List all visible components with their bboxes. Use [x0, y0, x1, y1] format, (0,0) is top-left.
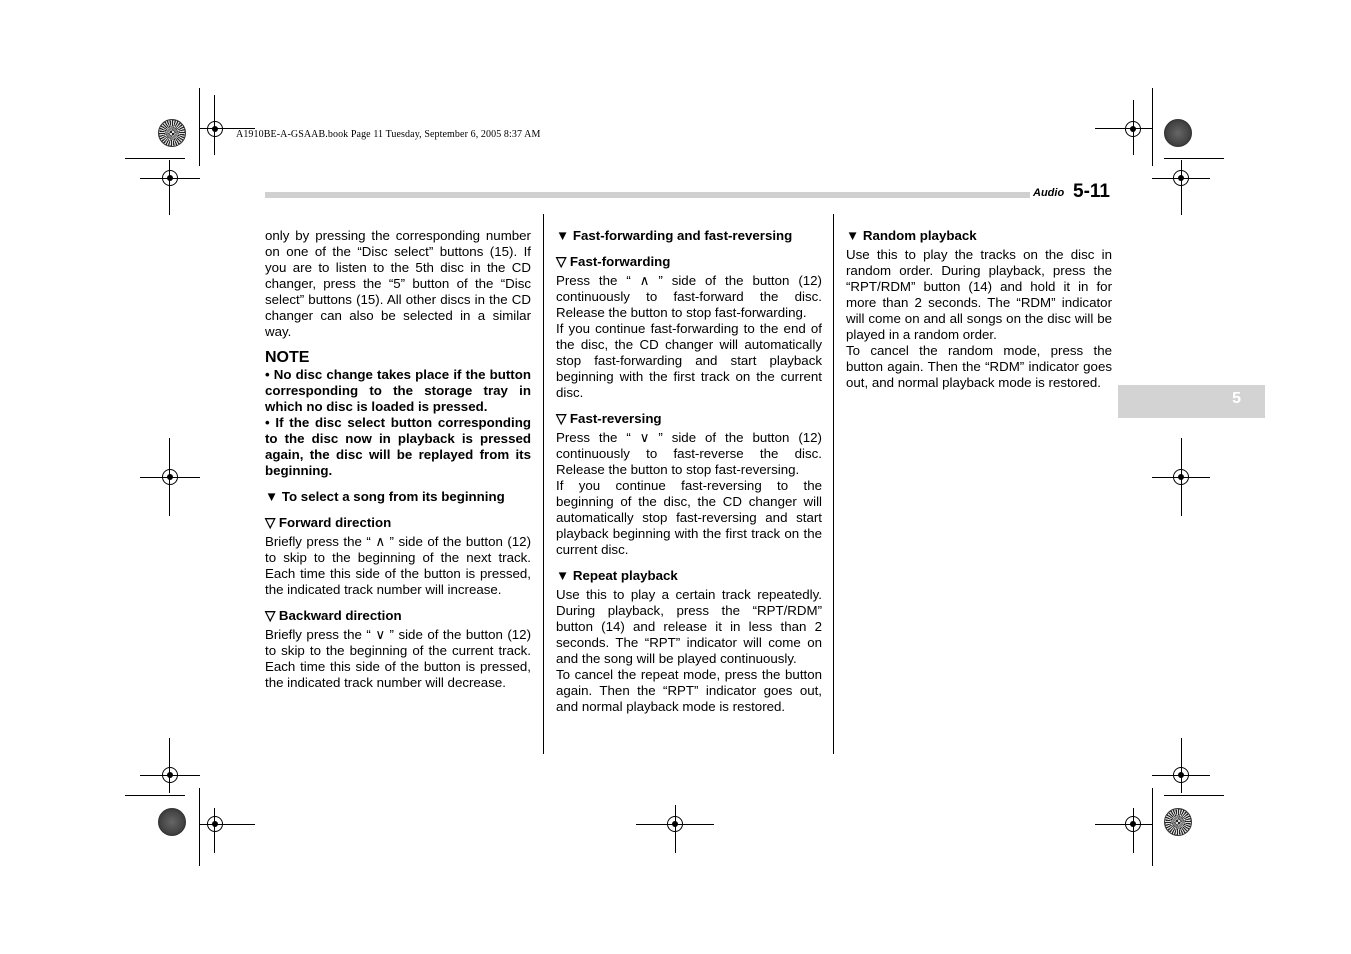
crop-mark [199, 788, 200, 866]
crop-mark [1152, 88, 1153, 166]
crop-mark [1152, 178, 1210, 179]
crop-mark [214, 95, 215, 155]
print-slug: A1910BE-A-GSAAB.book Page 11 Tuesday, September 6, 2005 8:37 AM [236, 129, 541, 140]
forward-paragraph: Briefly press the “ ∧ ” side of the button (12) to skip to the beginning of the next track. Each time this side of the button is pressed, the indicated track number will increase. [265, 534, 531, 597]
heading-fast-reversing: ▽ Fast-reversing [556, 411, 662, 426]
fast-forward-paragraph: If you continue fast-forwarding to the end of the disc, the CD changer will automatically stop fast-forwarding and start playback beginning with the first track on the current disc. [556, 321, 822, 400]
crop-mark [169, 160, 170, 215]
heading-forward: ▽ Forward direction [265, 515, 392, 530]
header-rule [265, 192, 1030, 198]
column-2 [556, 228, 822, 715]
column-divider [543, 214, 544, 754]
crop-mark [1152, 775, 1210, 776]
crop-mark [1181, 738, 1182, 793]
crop-mark [125, 158, 185, 159]
column-divider [833, 214, 834, 754]
crop-mark [140, 775, 200, 776]
fast-reverse-paragraph: If you continue fast-reversing to the beginning of the disc, the CD changer will automatically stop fast-reversing and start playback beginning with the first track on the current disc. [556, 478, 822, 557]
crop-mark [214, 808, 215, 853]
note-item: • If the disc select button corresponding to the disc now in playback is pressed again, the disc will be replayed from its beginning. [265, 415, 531, 478]
registration-mark-icon [207, 121, 223, 137]
crop-mark [199, 88, 200, 166]
crop-mark [1095, 128, 1153, 129]
heading-repeat: ▼ Repeat playback [556, 568, 678, 583]
crop-mark [1164, 158, 1224, 159]
crop-mark [140, 477, 200, 478]
chapter-tab [1118, 385, 1265, 418]
heading-fast-forwarding: ▽ Fast-forwarding [556, 254, 671, 269]
backward-paragraph: Briefly press the “ ∨ ” side of the button (12) to skip to the beginning of the current track. Each time this side of the button is pressed, the indicated track number will decrease. [265, 627, 531, 690]
random-paragraph: Use this to play the tracks on the disc in random order. During playback, press the “RPT/RDM” button (14) and hold it in for more than 2 seconds. The “RDM” indicator will come on and all songs on the disc will be played in a random order. [846, 247, 1112, 342]
color-dial-icon [1164, 119, 1192, 147]
random-paragraph: To cancel the random mode, press the button again. Then the “RDM” indicator goes out, and normal playback mode is restored. [846, 343, 1112, 390]
chapter-number: 5 [1232, 390, 1241, 407]
crop-mark [1152, 477, 1210, 478]
page-number: 5-11 [1073, 181, 1110, 202]
crop-mark [1095, 824, 1153, 825]
heading-fast: ▼ Fast-forwarding and fast-reversing [556, 228, 793, 243]
color-dial-icon [158, 119, 186, 147]
crop-mark [169, 738, 170, 793]
column-1 [265, 228, 531, 691]
column-3 [846, 228, 1112, 391]
intro-paragraph: only by pressing the corresponding number on one of the “Disc select” buttons (15). If you are to listen to the 5th disc in the CD changer, press the “5” button of the “Disc select” buttons (15). All other discs in the CD changer can also be selected in a similar way. [265, 228, 531, 339]
crop-mark [199, 824, 255, 825]
color-dial-icon [158, 808, 186, 836]
repeat-paragraph: To cancel the repeat mode, press the button again. Then the “RPT” indicator goes out, and normal playback mode is restored. [556, 667, 822, 714]
crop-mark [125, 795, 185, 796]
note-title: NOTE [265, 349, 310, 366]
crop-mark [1164, 795, 1224, 796]
crop-mark [1181, 160, 1182, 215]
crop-mark [1133, 100, 1134, 155]
section-label: Audio [1033, 187, 1065, 199]
heading-select-song: ▼ To select a song from its beginning [265, 489, 505, 504]
crop-mark [1133, 808, 1134, 853]
repeat-paragraph: Use this to play a certain track repeatedly. During playback, press the “RPT/RDM” button (14) and release it in less than 2 seconds. The “RPT” indicator will come on and the song will be played continuously. [556, 587, 822, 666]
heading-random: ▼ Random playback [846, 228, 977, 243]
crop-mark [1152, 788, 1153, 866]
fast-forward-paragraph: Press the “ ∧ ” side of the button (12) continuously to fast-forward the disc. Release the button to stop fast-forwarding. [556, 273, 822, 320]
heading-backward: ▽ Backward direction [265, 608, 402, 623]
fast-reverse-paragraph: Press the “ ∨ ” side of the button (12) continuously to fast-reverse the disc. Release the button to stop fast-reversing. [556, 430, 822, 477]
color-dial-icon [1164, 808, 1192, 836]
note-item: • No disc change takes place if the button corresponding to the storage tray in which no disc is loaded is pressed. [265, 367, 531, 414]
crop-mark [140, 178, 200, 179]
crop-mark [675, 805, 676, 853]
